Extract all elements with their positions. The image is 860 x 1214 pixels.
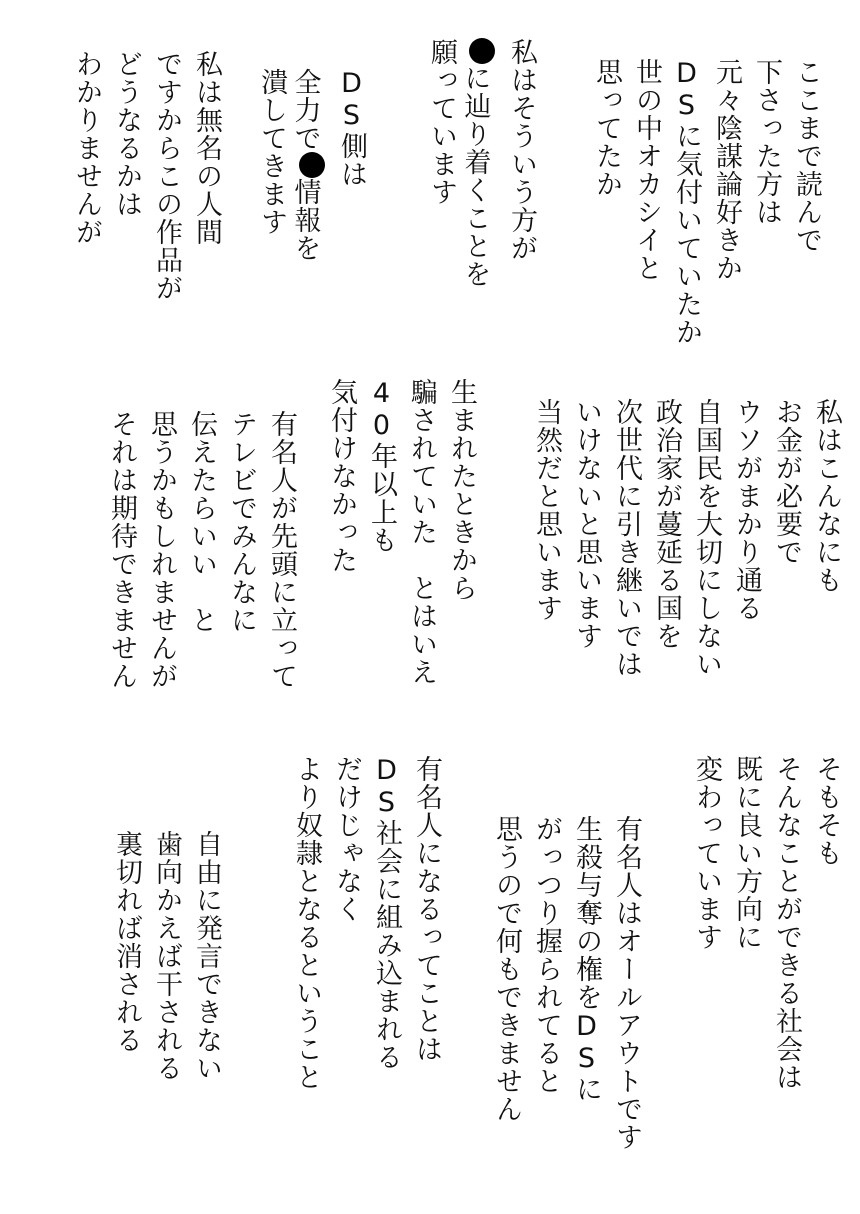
- text-line: 既に良い方向に: [731, 755, 762, 951]
- text-line: DSに気付いていたか: [671, 58, 702, 346]
- text-line: 生まれたときから: [446, 378, 477, 602]
- text-line: 下さった方は: [751, 58, 782, 226]
- text-line: より奴隷となるということ: [291, 755, 322, 1091]
- text-line: 気付けなかった: [326, 378, 357, 574]
- text-line: 騙されていた とはいえ: [406, 378, 437, 686]
- redaction-mark: [469, 38, 495, 64]
- text-line: 40年以上も: [366, 378, 397, 554]
- text-line: 当然だと思います: [531, 398, 562, 622]
- text-line: いけないと思います: [571, 398, 602, 650]
- text-line: 世の中オカシイと: [631, 58, 662, 282]
- text-line: そんなことができる社会は: [771, 755, 802, 1091]
- text-line: 私は無名の人間: [191, 50, 222, 246]
- text-line-redacted: [459, 38, 496, 288]
- text-line: 願っています: [426, 38, 457, 206]
- text-fragment: に辿り着くことを: [459, 64, 491, 288]
- text-line: 思うかもしれませんが: [146, 410, 177, 690]
- text-line: 私はこんなにも: [811, 398, 842, 594]
- text-line: 思ってたか: [591, 58, 622, 198]
- text-fragment: 全力で: [289, 68, 321, 152]
- text-line: DS側は: [336, 68, 367, 188]
- text-line: 伝えたらいい と: [186, 410, 217, 634]
- text-line: それは期待できません: [106, 410, 137, 690]
- text-line: どうなるかは: [111, 50, 142, 218]
- text-line: 政治家が蔓延る国を: [651, 398, 682, 650]
- text-line: 自国民を大切にしない: [691, 398, 722, 678]
- redaction-mark: [299, 152, 325, 178]
- text-line: わかりませんが: [71, 50, 102, 246]
- text-line: 元々陰謀論好きか: [711, 58, 742, 282]
- text-line: 自由に発言できない: [191, 830, 222, 1082]
- text-line: 次世代に引き継いでは: [611, 398, 642, 678]
- text-line: 生殺与奪の権をDSに: [571, 815, 602, 1103]
- text-line: だけじゃなく: [331, 755, 362, 923]
- text-line: 有名人が先頭に立って: [266, 410, 297, 690]
- text-line: ですからこの作品が: [151, 50, 182, 302]
- text-line: 裏切れば消される: [111, 830, 142, 1054]
- text-line: 私はそういう方が: [506, 38, 537, 262]
- text-line: ここまで読んで: [791, 58, 822, 254]
- text-line-redacted: [289, 68, 326, 262]
- text-line: ウソがまかり通る: [731, 398, 762, 622]
- text-line: 有名人になるってことは: [411, 755, 442, 1063]
- text-line: がっつり握られてると: [531, 815, 562, 1095]
- text-line: お金が必要で: [771, 398, 802, 566]
- text-line: 潰してきます: [256, 68, 287, 236]
- text-line: 変わっています: [691, 755, 722, 951]
- text-line: そもそも: [811, 755, 842, 867]
- text-line: DS社会に組み込まれる: [371, 755, 402, 1071]
- text-line: 歯向かえば干される: [151, 830, 182, 1082]
- text-line: 有名人はオールアウトです: [611, 815, 642, 1151]
- text-line: テレビでみんなに: [226, 410, 257, 634]
- text-line: 思うので何もできません: [491, 815, 522, 1123]
- text-fragment: 情報を: [289, 178, 321, 262]
